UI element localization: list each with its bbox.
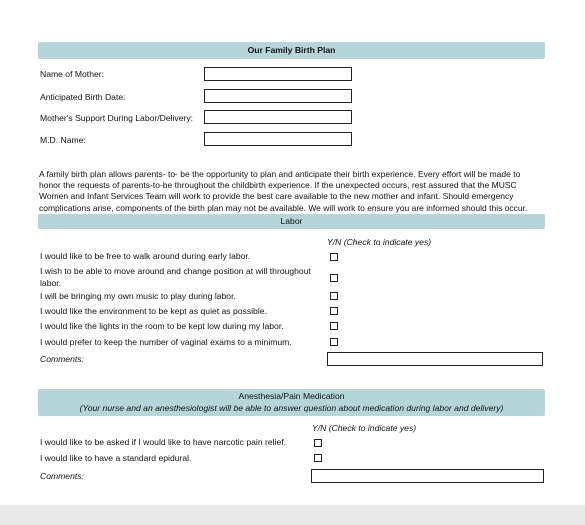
- labor-item-label: I will be bringing my own music to play during labor.: [40, 291, 236, 301]
- labor-item-label: I would prefer to keep the number of vaginal exams to a minimum.: [40, 337, 292, 347]
- intro-line: A family birth plan allows parents- to- be the opportunity to plan and anticipate their birth experience. Every effort will be made to: [39, 169, 521, 179]
- birth-date-label: Anticipated Birth Date:: [40, 92, 126, 102]
- labor-checkbox[interactable]: [330, 338, 338, 346]
- intro-line: complications arise, components of the birth plan may not be available. We will work to ensure you are informed should this occur.: [39, 202, 528, 213]
- labor-item-label-cont: labor.: [40, 278, 62, 288]
- support-label: Mother's Support During Labor/Delivery:: [40, 113, 194, 123]
- anesthesia-yn-label: Y/N (Check to indicate yes): [312, 423, 417, 433]
- labor-comments-label: Comments:: [40, 354, 84, 364]
- labor-checkbox[interactable]: [330, 274, 338, 282]
- labor-yn-label: Y/N (Check to indicate yes): [327, 237, 432, 247]
- page-title: Our Family Birth Plan: [38, 42, 545, 59]
- labor-item-label: I would like the environment to be kept as quiet as possible.: [40, 306, 267, 316]
- labor-comments-field[interactable]: [327, 352, 543, 366]
- labor-checkbox[interactable]: [330, 253, 338, 261]
- intro-line: honor the requests of parents-to-be throughout the childbirth experience. If the unexpected occurs, rest assured that the MUSC: [39, 180, 517, 191]
- mother-name-field[interactable]: [204, 67, 352, 81]
- support-field[interactable]: [204, 110, 352, 124]
- anesthesia-item-label: I would like to have a standard epidural.: [40, 453, 192, 463]
- md-name-label: M.D. Name:: [40, 135, 86, 145]
- anesthesia-item-label: I would like to be asked if I would like to have narcotic pain relief.: [40, 437, 287, 447]
- anesthesia-checkbox[interactable]: [314, 454, 322, 462]
- anesthesia-comments-label: Comments:: [40, 471, 84, 481]
- intro-paragraph: [39, 169, 545, 214]
- birth-date-field[interactable]: [204, 89, 352, 103]
- mother-name-label: Name of Mother:: [40, 69, 104, 79]
- anesthesia-checkbox[interactable]: [314, 439, 322, 447]
- anesthesia-header-title: Anesthesia/Pain Medication: [238, 391, 345, 401]
- labor-checkbox[interactable]: [330, 292, 338, 300]
- labor-checkbox[interactable]: [330, 307, 338, 315]
- labor-item-label: I would like to be free to walk around during early labor.: [40, 251, 251, 261]
- anesthesia-comments-field[interactable]: [311, 469, 544, 483]
- anesthesia-section-header: [38, 389, 545, 416]
- intro-line: Women and Infant Services Team will work to provide the best care available to the new mother and infant. Should emergency: [39, 191, 514, 202]
- labor-section-header: Labor: [38, 214, 545, 229]
- anesthesia-header-subtitle: (Your nurse and an anesthesiologist will be able to answer question about medication during labor and delivery): [79, 403, 504, 413]
- md-name-field[interactable]: [204, 132, 352, 146]
- labor-checkbox[interactable]: [330, 322, 338, 330]
- labor-item-label: I wish to be able to move around and change position at will throughout: [40, 266, 311, 276]
- labor-item-label: I would like the lights in the room to be kept low during my labor.: [40, 321, 284, 331]
